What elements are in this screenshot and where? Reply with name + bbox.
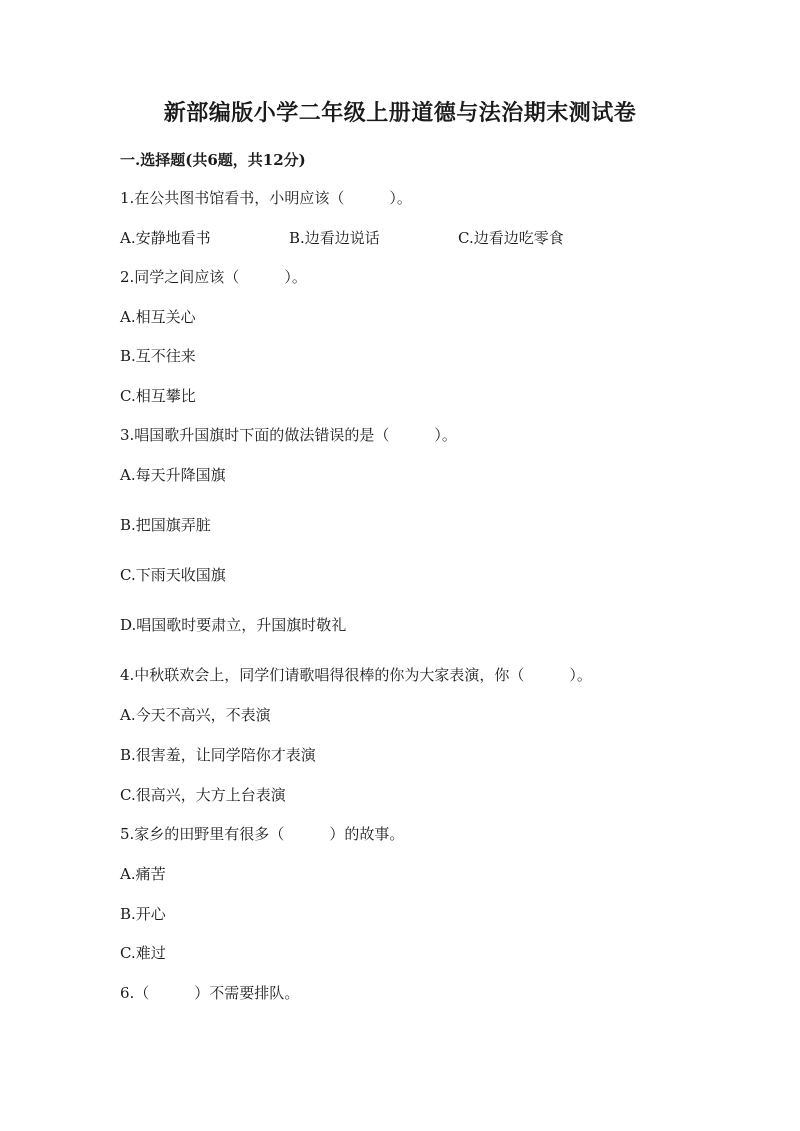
question-4-option-b: B.很害羞，让同学陪你才表演 (120, 746, 316, 764)
question-1-stem: 1.在公共图书馆看书，小明应该（ ）。 (120, 189, 412, 207)
question-3-option-d: D.唱国歌时要肃立，升国旗时敬礼 (120, 616, 347, 634)
question-4-option-c: C.很高兴，大方上台表演 (120, 786, 286, 804)
question-3-option-a: A.每天升降国旗 (120, 466, 226, 484)
question-4-stem: 4.中秋联欢会上，同学们请歌唱得很棒的你为大家表演，你（ ）。 (120, 666, 592, 684)
section-heading: 一.选择题(共6题，共12分) (120, 151, 306, 169)
question-3-stem: 3.唱国歌升国旗时下面的做法错误的是（ ）。 (120, 426, 457, 444)
question-5-option-b: B.开心 (120, 905, 166, 923)
question-5-stem: 5.家乡的田野里有很多（ ）的故事。 (120, 825, 405, 843)
question-5-option-a: A.痛苦 (120, 865, 166, 883)
question-4-option-a: A.今天不高兴，不表演 (120, 706, 271, 724)
question-6-stem: 6.（ ）不需要排队。 (120, 984, 300, 1002)
question-2-option-b: B.互不往来 (120, 347, 196, 365)
question-2-stem: 2.同学之间应该（ ）。 (120, 268, 307, 286)
question-1-option-c: C.边看边吃零食 (458, 229, 564, 247)
question-2-option-a: A.相互关心 (120, 308, 196, 326)
question-1-option-a: A.安静地看书 (120, 229, 211, 247)
question-5-option-c: C.难过 (120, 944, 166, 962)
exam-title: 新部编版小学二年级上册道德与法治期末测试卷 (163, 100, 637, 126)
question-3-option-c: C.下雨天收国旗 (120, 566, 226, 584)
question-3-option-b: B.把国旗弄脏 (120, 516, 211, 534)
question-1-option-b: B.边看边说话 (289, 229, 380, 247)
question-2-option-c: C.相互攀比 (120, 387, 196, 405)
